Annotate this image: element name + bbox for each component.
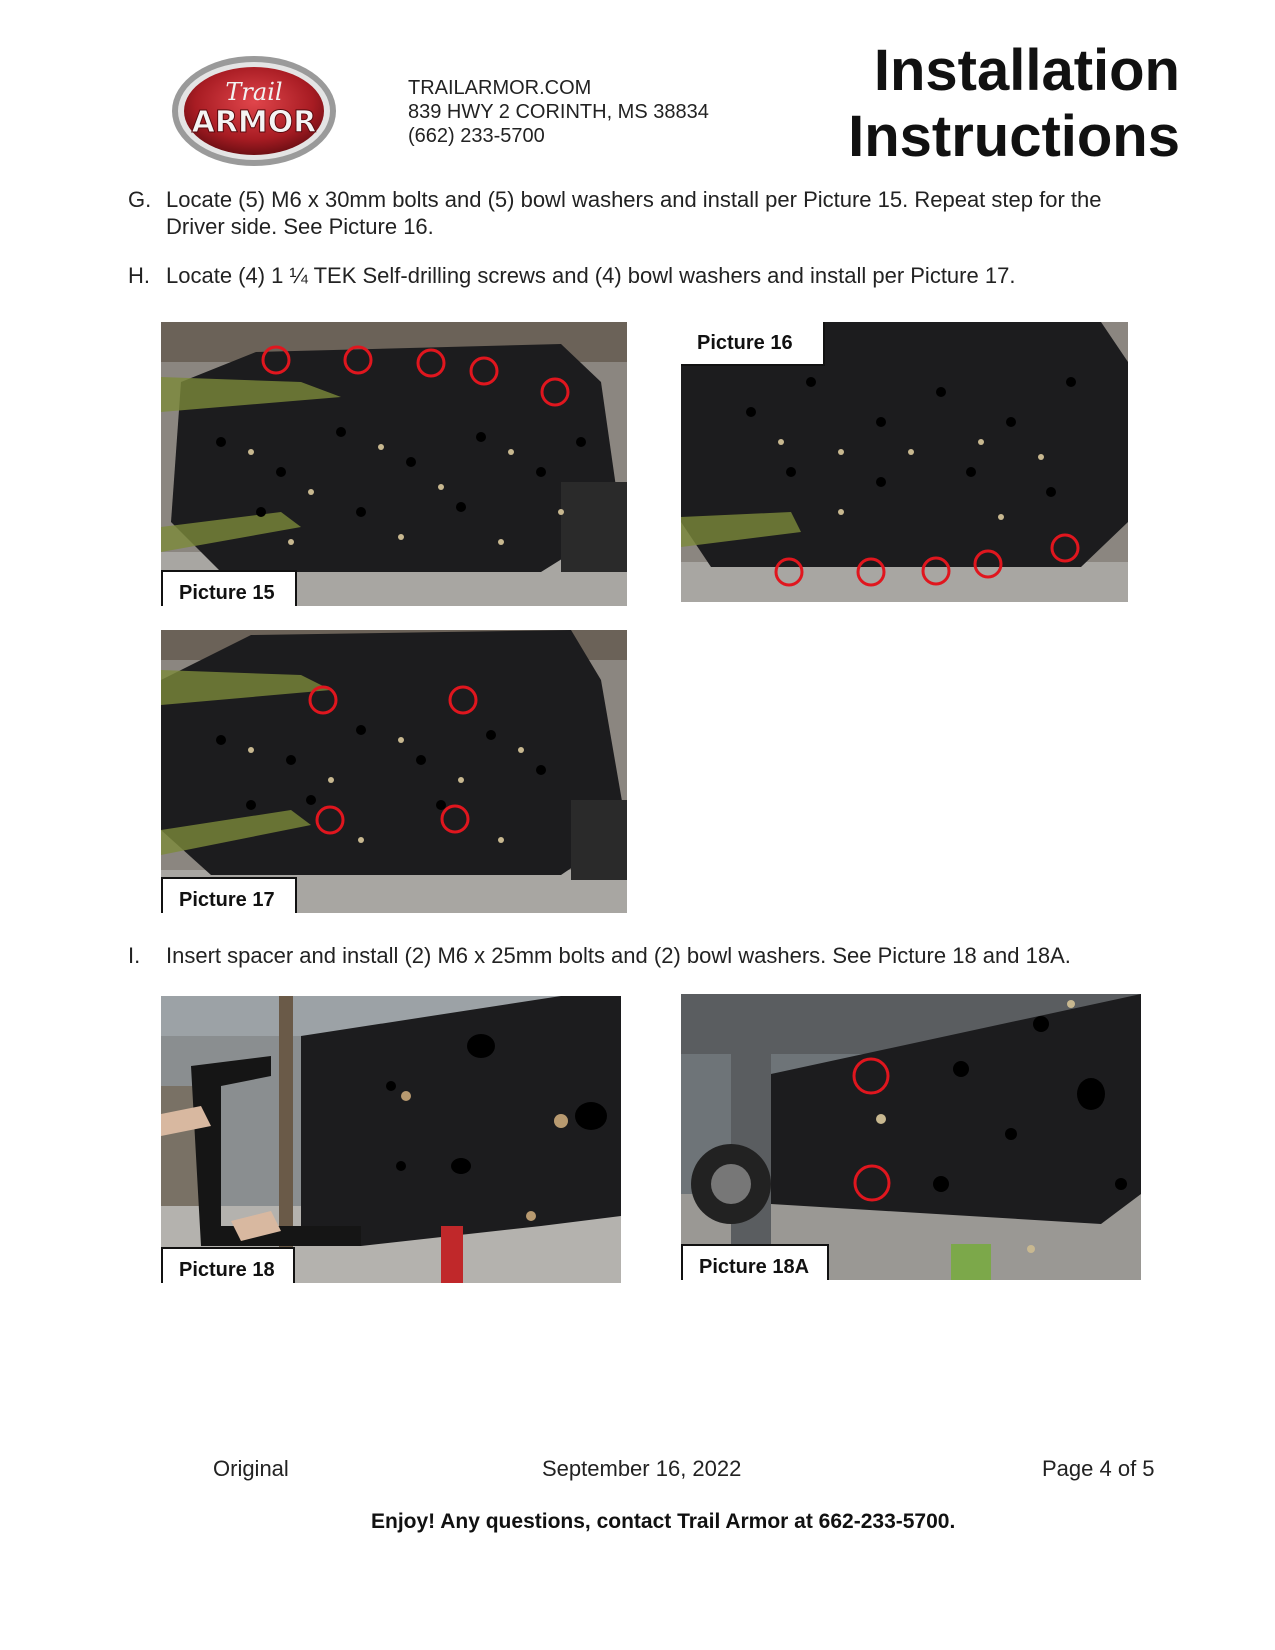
phone-number: (662) 233-5700 bbox=[408, 125, 545, 147]
svg-text:Trail: Trail bbox=[225, 78, 283, 106]
picture-17-caption: Picture 17 bbox=[161, 877, 297, 913]
picture-16-caption: Picture 16 bbox=[681, 322, 825, 366]
svg-text:ARMOR: ARMOR bbox=[191, 105, 317, 140]
picture-17-photo bbox=[161, 630, 627, 913]
picture-15-caption: Picture 15 bbox=[161, 570, 297, 606]
step-letter: H. bbox=[128, 263, 150, 288]
picture-16-photo bbox=[681, 322, 1128, 602]
picture-18a-caption: Picture 18A bbox=[681, 1244, 829, 1280]
step-text: Locate (5) M6 x 30mm bolts and (5) bowl washers and install per Picture 15. Repeat step for the Driver side. See Picture 16. bbox=[166, 187, 1102, 239]
page-title: Installation Instructions bbox=[848, 38, 1180, 169]
revision-label: Original bbox=[213, 1456, 289, 1481]
step-h bbox=[128, 262, 1128, 290]
step-text: Insert spacer and install (2) M6 x 25mm bolts and (2) bowl washers. See Picture 18 and 18A. bbox=[166, 943, 1071, 968]
step-letter: I. bbox=[128, 943, 141, 968]
step-text: Locate (4) 1 ¼ TEK Self-drilling screws and (4) bowl washers and install per Picture 17. bbox=[166, 263, 1016, 288]
contact-line: Enjoy! Any questions, contact Trail Armor at 662-233-5700. bbox=[371, 1510, 956, 1533]
website-text: TRAILARMOR.COM bbox=[408, 77, 592, 99]
step-i bbox=[128, 942, 1128, 970]
step-g bbox=[128, 186, 1128, 242]
page-number: Page 4 of 5 bbox=[1042, 1456, 1155, 1481]
revision-date: September 16, 2022 bbox=[542, 1456, 742, 1481]
company-address-block bbox=[408, 76, 709, 148]
picture-18-photo bbox=[161, 996, 621, 1283]
street-address: 839 HWY 2 CORINTH, MS 38834 bbox=[408, 101, 709, 123]
step-letter: G. bbox=[128, 187, 152, 212]
picture-18-caption: Picture 18 bbox=[161, 1247, 295, 1283]
picture-18a-photo bbox=[681, 994, 1141, 1280]
picture-15-photo bbox=[161, 322, 627, 606]
trail-armor-logo bbox=[170, 54, 338, 168]
